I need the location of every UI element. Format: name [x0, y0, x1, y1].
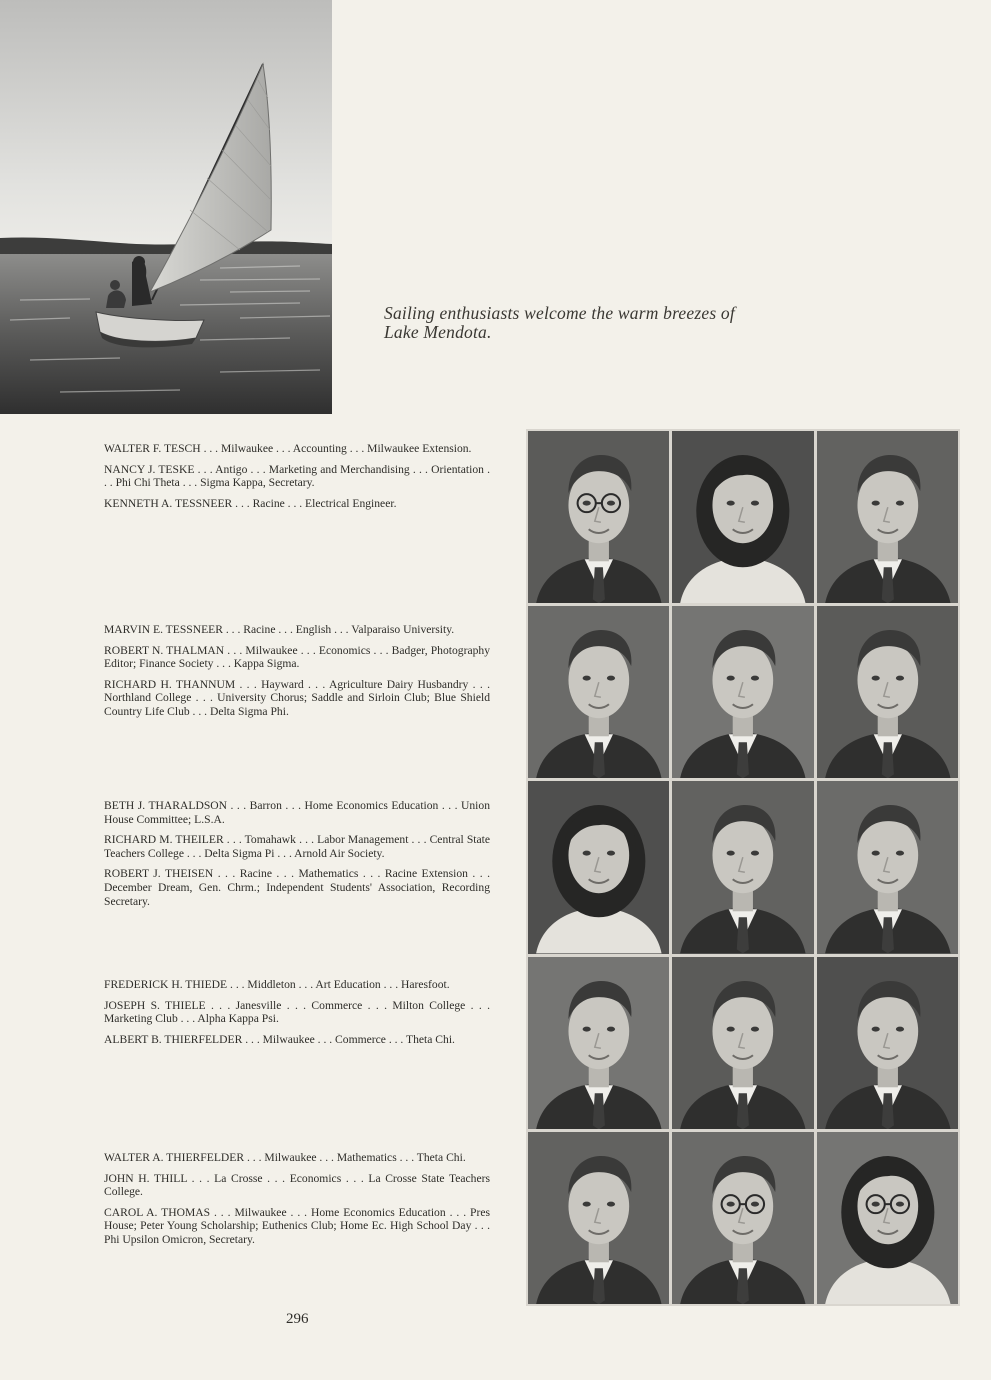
photo-caption	[384, 304, 764, 342]
student-portrait	[817, 957, 959, 1129]
student-portrait	[817, 1132, 959, 1304]
caption-line-1: Sailing enthusiasts welcome the warm breezes of	[384, 303, 735, 323]
caption-line-2: Lake Mendota.	[384, 322, 492, 342]
student-portrait	[672, 431, 814, 603]
student-entry: CAROL A. THOMAS . . . Milwaukee . . . Home Economics Education . . . Pres House; Peter Young Scholarship; Euthenics Club; Home Ec. High School Day . . . Phi Upsilon Omicron, Secretary.	[104, 1205, 490, 1246]
student-entry: JOSEPH S. THIELE . . . Janesville . . . Commerce . . . Milton College . . . Marketing Club . . . Alpha Kappa Psi.	[104, 998, 490, 1026]
student-entry: BETH J. THARALDSON . . . Barron . . . Home Economics Education . . . Union House Committee; L.S.A.	[104, 799, 490, 826]
student-entry: JOHN H. THILL . . . La Crosse . . . Economics . . . La Crosse State Teachers College.	[104, 1171, 490, 1199]
student-entry: WALTER F. TESCH . . . Milwaukee . . . Accounting . . . Milwaukee Extension.	[104, 442, 472, 455]
student-entry: ALBERT B. THIERFELDER . . . Milwaukee . . . Commerce . . . Theta Chi.	[104, 1032, 455, 1046]
student-entry: NANCY J. TESKE . . . Antigo . . . Marketing and Merchandising . . . Orientation . . . Phi Chi Theta . . . Sigma Kappa, Secretary.	[104, 462, 490, 490]
portrait-grid	[526, 429, 960, 1306]
entry-group-3	[104, 799, 490, 915]
student-portrait	[817, 781, 959, 953]
student-portrait	[817, 606, 959, 778]
student-portrait	[528, 431, 670, 603]
student-portrait	[528, 1132, 670, 1304]
student-portrait	[672, 1132, 814, 1304]
entry-group-4	[104, 978, 490, 1053]
student-portrait	[528, 957, 670, 1129]
student-entry: RICHARD M. THEILER . . . Tomahawk . . . Labor Management . . . Central State Teachers College . . . Delta Sigma Pi . . . Arnold Air Society.	[104, 833, 490, 860]
entry-group-5	[104, 1151, 490, 1254]
student-entry: ROBERT N. THALMAN . . . Milwaukee . . . Economics . . . Badger, Photography Editor; Finance Society . . . Kappa Sigma.	[104, 643, 490, 671]
student-entry: ROBERT J. THEISEN . . . Racine . . . Mathematics . . . Racine Extension . . . December Dream, Gen. Chrm.; Independent Students' Association, Recording Secretary.	[104, 867, 490, 908]
sailboat-photo	[0, 0, 332, 414]
student-portrait	[528, 606, 670, 778]
student-portrait	[672, 957, 814, 1129]
student-entry: FREDERICK H. THIEDE . . . Middleton . . . Art Education . . . Haresfoot.	[104, 978, 450, 991]
student-entry: KENNETH A. TESSNEER . . . Racine . . . Electrical Engineer.	[104, 496, 397, 510]
student-portrait	[672, 781, 814, 953]
entry-group-1	[104, 442, 490, 517]
student-entry: WALTER A. THIERFELDER . . . Milwaukee . . . Mathematics . . . Theta Chi.	[104, 1151, 466, 1164]
student-entry: RICHARD H. THANNUM . . . Hayward . . . Agriculture Dairy Husbandry . . . Northland College . . . University Chorus; Saddle and Sirloin Club; Blue Shield Country Life Club . . . Delta Sigma Phi.	[104, 677, 490, 718]
student-portrait	[528, 781, 670, 953]
page-number: 296	[286, 1311, 309, 1327]
entry-group-2	[104, 623, 490, 726]
student-portrait	[817, 431, 959, 603]
student-portrait	[672, 606, 814, 778]
student-entry: MARVIN E. TESSNEER . . . Racine . . . English . . . Valparaiso University.	[104, 623, 455, 636]
